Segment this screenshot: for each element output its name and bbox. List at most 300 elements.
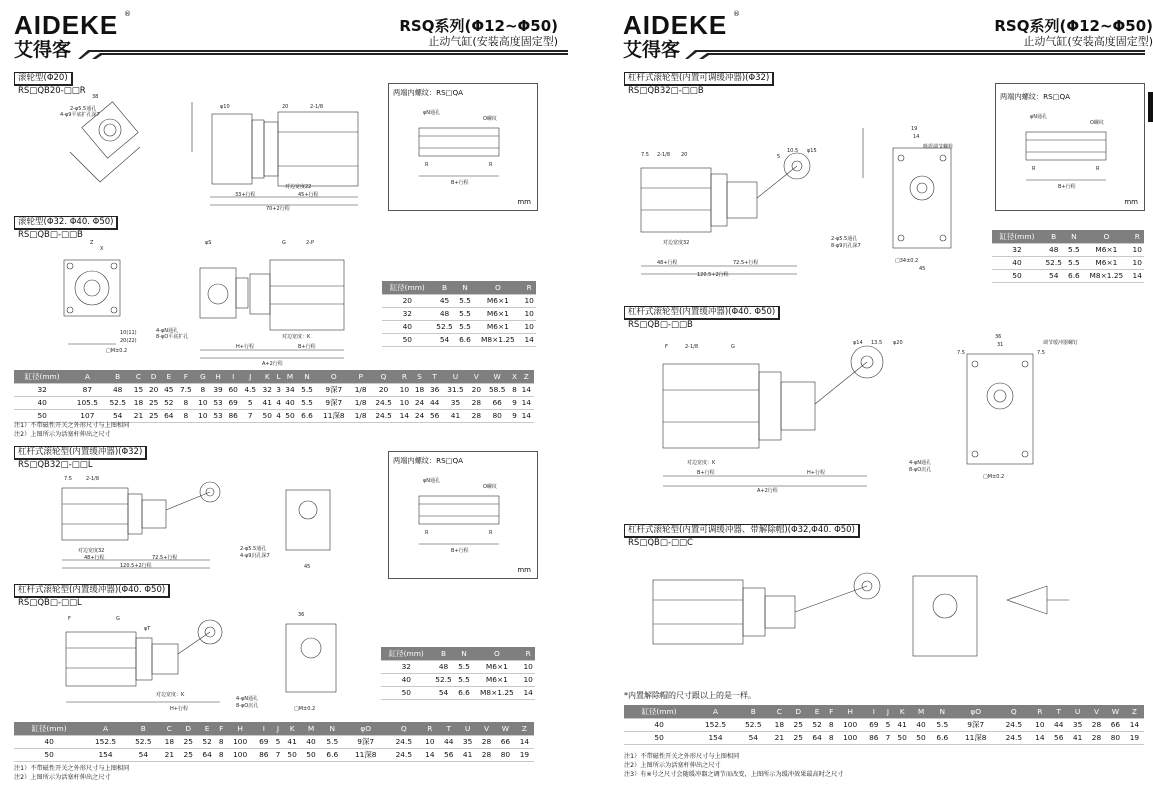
table-cell: 5.5 [456,307,473,320]
label-r1: R [425,162,429,168]
table-cell: 50 [624,731,694,744]
table-header-cell: D [179,722,198,735]
model-code: RS□QB□-□□B [18,230,83,240]
table-cell: 6.6 [320,748,344,761]
dim-33: 33+行程 [235,192,256,198]
table-cell: 5.5 [455,673,472,686]
table-cell: 24.5 [370,396,397,409]
table-cell: 20 [382,294,433,307]
table-cell: 20 [146,383,161,396]
table-cell: 64 [198,748,217,761]
table-cell: 21 [131,409,146,422]
dim-48: 48+行程 [657,260,678,266]
table-cell: 9 [512,411,517,420]
table-cell: 5.5 [930,718,954,731]
table-cell: 5.5 [456,320,473,333]
dim-flat-k: 对边宽度：K [156,692,185,698]
table-header-cell: B [127,722,160,735]
table-cell: 5 [273,735,282,748]
label-stroke: B+行程 [451,180,469,186]
table-cell: 41 [442,409,469,422]
col-r: R [1131,230,1144,243]
brand-en: AIDEKE [623,10,728,40]
table-cell: 3 [276,385,281,394]
table-cell: 35 [458,735,477,748]
table-cell: 8 [217,735,226,748]
table-header-cell: C [131,370,146,383]
table-cell: 39 [210,383,225,396]
dim-72-5: 72.5+行程 [152,555,178,561]
dim-7-5: 7.5 [641,152,649,158]
table-cell: 14 [397,409,412,422]
table-header-cell: U [458,722,477,735]
page-tab-marker [1148,92,1153,122]
table-cell: 14 [521,686,535,699]
dim-19: 19 [911,126,918,132]
series-title: RSQ系列(Φ12~Φ50) [994,17,1153,35]
table-cell: 11深8 [954,731,997,744]
table-cell: 31.5 [442,383,469,396]
table-cell: 24 [412,409,427,422]
table-header-cell: A [70,370,104,383]
table-header-cell: M [302,722,321,735]
table-cell: 64 [808,731,827,744]
dim-f: F [68,616,71,622]
dim-45: 45 [304,564,311,570]
table-cell: 32 [260,383,275,396]
brand-registered: ® [124,10,131,18]
table-cell: 14 [522,333,536,346]
table-cell: 52.5 [1042,256,1066,269]
dim-g: G [282,240,286,246]
table-cell: 20 [469,383,484,396]
table-cell: 32 [381,660,432,673]
note-line: 注2）上图所示为活塞杆伸出之尺寸 [624,762,721,769]
table-body [992,243,1144,282]
unit-label: mm [517,198,531,206]
table-cell: 14 [519,409,534,422]
table-cell: 8 [195,383,210,396]
table-header-cell: M [282,370,297,383]
table-header-row [14,722,534,735]
spec-table-d [14,722,534,762]
table-cell: 25 [789,718,808,731]
section-title: 杠杆式滚轮型(内置可调缓冲器)(Φ32) [624,72,774,86]
spec-table-a [382,281,536,347]
dim-13-5: 13.5 [871,340,883,346]
table-cell: 50 [283,748,302,761]
unit-label: mm [517,566,531,574]
dim-h: H+行程 [170,706,188,712]
table-row [624,718,1144,731]
table-cell: 48 [433,307,457,320]
table-cell: 54 [737,731,770,744]
table-cell: 10 [397,383,412,396]
table-row [14,396,534,409]
table-header-cell: H [836,705,864,718]
table-header-cell: U [442,370,469,383]
table-cell: 5 [241,396,260,409]
table-cell: 40 [912,718,931,731]
table-cell: 28 [477,748,496,761]
dim-45: 45+行程 [298,192,319,198]
table-header-cell: F [217,722,226,735]
note-line: 注2）上图所示为活塞杆伸出之尺寸 [14,774,111,781]
table-header-row [381,647,535,660]
header-title [399,18,558,48]
dim-10-11: 10(11) [120,330,137,336]
table-cell: 86 [226,409,241,422]
table-cell: 35 [442,396,469,409]
table-cell: 5.5 [456,294,473,307]
dim-g: G [731,344,735,350]
table-row [381,673,535,686]
table-header-row [382,281,536,294]
table-header-cell: Q [997,705,1030,718]
table-cell: 32 [382,307,433,320]
table-cell: 32 [992,243,1042,256]
col-o: O [473,281,522,294]
col-bore: 缸径(mm) [381,647,432,660]
table-cell: 19 [515,748,534,761]
table-cell: 6.6 [1065,269,1082,282]
table-header-cell: R [397,370,412,383]
table-cell: 64 [161,409,176,422]
table-cell: 14 [515,735,534,748]
table-cell: 52.5 [104,396,131,409]
table-header-cell: 缸径(mm) [14,722,84,735]
table-cell: 18 [160,735,179,748]
table-cell: 152.5 [84,735,127,748]
dim-2p: 2-P [306,240,315,246]
table-cell: 11深8 [344,748,387,761]
table-cell: 44 [1049,718,1068,731]
table-cell: 28 [1087,731,1106,744]
table-cell: 28 [469,396,484,409]
table-cell: 14 [519,383,534,396]
dim-n-hole: 4-φN通孔 [156,328,179,334]
notes-1 [14,421,129,439]
col-o: O [1082,230,1130,243]
table-header-cell: F [176,370,195,383]
col-r: R [521,647,535,660]
table-cell: 4.5 [241,383,260,396]
section-title: 杠杆式滚轮型(内置缓冲器)(Φ32) [14,446,147,460]
table-cell: 14 [1131,269,1144,282]
table-cell: 41 [1068,731,1087,744]
dim-o-bore: 8-φO沉孔 [236,703,259,709]
note-line: 注2）上图所示为活塞杆伸出之尺寸 [14,431,111,438]
table-row [382,307,536,320]
table-cell: 5.5 [1065,243,1082,256]
table-row [992,269,1144,282]
col-bore: 缸径(mm) [992,230,1042,243]
table-cell: 4 [276,411,281,420]
table-cell: 9深7 [316,396,351,409]
dim-n-hole: 4-φN通孔 [236,696,259,702]
notes-2 [14,764,129,782]
table-cell: 52 [808,718,827,731]
dim-counterbore: 4-φ9沉孔深7 [240,553,270,559]
table-cell: 10 [195,409,210,422]
table-cell: 8 [176,409,195,422]
dim-7-5b: 7.5 [1037,350,1045,356]
table-cell: M8×1.25 [1082,269,1130,282]
dim-counterbore: 4-φ9平底扩孔深7 [60,112,100,118]
label-stroke: B+行程 [451,548,469,554]
table-cell: 40 [302,735,321,748]
series-title: RSQ系列(Φ12~Φ50) [399,17,558,35]
table-cell: 25 [179,735,198,748]
dim-counterbore: 8-φ9沉孔深7 [831,243,861,249]
table-cell: M6×1 [473,294,522,307]
table-cell: 52 [161,396,176,409]
table-cell: 80 [496,748,515,761]
label-thread: O螺纹 [483,484,497,490]
table-row [381,660,535,673]
drawing-roller-32-50 [50,238,370,366]
dim-h: H+行程 [236,344,254,350]
table-header-cell: O [316,370,351,383]
table-cell: 14 [1125,718,1144,731]
drawing-lever-32 [60,470,360,580]
table-header-cell: Z [1125,705,1144,718]
section-lever-release-cap [624,524,860,549]
table-header-cell: F [827,705,836,718]
table-cell: 52.5 [127,735,160,748]
table-cell: 44 [427,396,442,409]
table-cell: 105.5 [70,396,104,409]
table-header-cell: M [912,705,931,718]
table-cell: 25 [789,731,808,744]
table-header-cell: V [469,370,484,383]
table-header-cell: E [808,705,827,718]
dim-g: G [116,616,120,622]
section-title: 杠杆式滚轮型(内置缓冲器)(Φ40. Φ50) [14,584,170,598]
table-cell: 18 [131,396,146,409]
table-cell: 86 [254,748,273,761]
table-cell: 9深7 [316,383,351,396]
table-cell: 52 [198,735,217,748]
table-cell: 48 [1042,243,1066,256]
table-header-cell: K [260,370,275,383]
table-cell: 5.5 [298,383,317,396]
dim-36: 36 [298,612,305,618]
dim-h: H+行程 [807,470,825,476]
dim-31: 31 [997,342,1004,348]
table-cell: 6.6 [298,409,317,422]
label-r1: R [1032,166,1036,172]
table-cell: 10 [420,735,439,748]
thread-drawing [409,106,519,186]
table-cell: 1/8 [351,409,370,422]
section-lever-40-50-right [624,306,780,331]
table-header-row [992,230,1144,243]
table-cell: M6×1 [1082,256,1130,269]
table-cell: 53 [210,409,225,422]
dim-o-bore: 8-φO平底扩孔 [156,334,189,340]
label-thread: O螺纹 [1090,120,1104,126]
section-title: 杠杆式滚轮型(内置可调缓冲器、带解除帽)(Φ32,Φ40. Φ50) [624,524,860,538]
table-cell: 80 [1106,731,1125,744]
table-cell: 58.5 [484,383,511,396]
label-through-hole: φN通孔 [423,110,441,116]
dim-hole: 2-φ5.5通孔 [70,106,97,112]
table-body [14,383,534,422]
dim-n-hole: 4-φN通孔 [909,460,932,466]
table-cell: 19 [1125,731,1144,744]
table-cell: 7.5 [176,383,195,396]
table-header-cell: Q [370,370,397,383]
table-cell: 25 [146,396,161,409]
dim-20: 20 [681,152,688,158]
table-row [624,731,1144,744]
table-cell: 24.5 [997,718,1030,731]
table-cell: 52.5 [737,718,770,731]
table-body [381,660,535,699]
table-cell: 14 [519,396,534,409]
table-cell: M6×1 [473,320,522,333]
table-cell: 45 [433,294,457,307]
table-header-cell: R [420,722,439,735]
table-cell: 154 [694,731,737,744]
table-header-cell: V [477,722,496,735]
dim-port: 2-1/8 [86,476,100,482]
dim-flat-k: 对边宽度：K [282,334,311,340]
table-cell: 50 [282,409,297,422]
dim-m: □M±0.2 [106,348,128,354]
col-r: R [522,281,536,294]
thread-box-title: 两端内螺纹：RS□QA [393,88,464,97]
table-header-cell: I [254,722,273,735]
table-header-cell: Q [387,722,420,735]
note-line: 注1）不带磁性开关之外形尺寸与上图相同 [14,422,130,429]
table-cell: 24.5 [370,409,397,422]
table-header-cell: B [104,370,131,383]
brand-registered: ® [733,10,740,18]
model-code: RS□QB32□-□□L [18,460,93,470]
table-cell: 66 [496,735,515,748]
table-cell: 28 [469,409,484,422]
dim-port: 2-1/8 [685,344,699,350]
table-header-cell: V [1087,705,1106,718]
table-cell: 5.5 [455,660,472,673]
label-r2: R [1096,166,1100,172]
table-cell: M6×1 [1082,243,1130,256]
col-n: N [455,647,472,660]
table-cell: 60 [226,383,241,396]
dim-phis: φS [205,240,212,246]
dim-z: Z [90,240,94,246]
spec-table-c [381,647,535,700]
table-cell: 5.5 [1065,256,1082,269]
dim-m: □M±0.2 [983,474,1005,480]
table-cell: 54 [1042,269,1066,282]
note-line: 注1）不带磁性开关之外形尺寸与上图相同 [14,765,130,772]
col-b: B [433,281,457,294]
table-cell: 10 [195,396,210,409]
table-cell: 69 [254,735,273,748]
table-row [14,735,534,748]
table-cell: 54 [127,748,160,761]
table-cell: 20 [370,383,397,396]
dim-phi15: φ15 [807,148,817,154]
table-cell: M8×1.25 [472,686,521,699]
table-row [992,243,1144,256]
notes-right [624,752,844,779]
table-row [992,256,1144,269]
thread-drawing [409,474,519,554]
table-header-cell: N [298,370,317,383]
table-header-cell: E [161,370,176,383]
model-code: RS□QB□-□□L [18,598,82,608]
table-cell: 10 [1030,718,1049,731]
series-subtitle: 止动气缸(安装高度固定型) [428,35,558,48]
dim-45: 45 [919,266,926,272]
dim-10-5: 10.5 [787,148,799,154]
table-header-cell: D [789,705,808,718]
table-cell: 40 [282,396,297,409]
dim-48: 48+行程 [84,555,105,561]
col-b: B [432,647,456,660]
table-cell: 15 [131,383,146,396]
table-cell: 52.5 [432,673,456,686]
table-header-cell: 缸径(mm) [14,370,70,383]
table-header-cell: N [930,705,954,718]
release-cap-note: *内置解除帽的尺寸跟以上的是一样。 [624,691,756,700]
table-cell: 10 [1131,243,1144,256]
table-cell: 8 [176,396,195,409]
dim-phi20: φ20 [893,340,903,346]
table-header-cell: N [320,722,344,735]
model-code: RS□QB□-□□B [628,320,693,330]
section-title: 滚轮型(Φ20) [14,72,73,86]
dim-14: 14 [913,134,920,140]
table-cell: 10 [522,320,536,333]
table-cell: 10 [521,660,535,673]
section-lever-adj-32 [624,72,774,97]
table-cell: 41 [893,718,912,731]
table-cell: 54 [432,686,456,699]
table-cell: 9 [512,398,517,407]
label-r2: R [489,162,493,168]
dim-phi14: φ14 [853,340,863,346]
table-cell: 1/8 [351,396,370,409]
table-cell: 50 [992,269,1042,282]
table-cell: 24.5 [387,735,420,748]
table-cell: 45 [161,383,176,396]
table-cell: 154 [84,748,127,761]
table-header-row [14,370,534,383]
table-cell: 36 [427,383,442,396]
table-cell: 21 [770,731,789,744]
table-row [14,748,534,761]
dim-70: 70+2行程 [266,206,290,212]
col-n: N [456,281,473,294]
table-header-cell: C [160,722,179,735]
table-cell: 7 [273,748,282,761]
brand-en: AIDEKE [14,10,119,40]
table-cell: 7 [241,409,260,422]
header-rule [78,50,568,59]
dim-x: X [100,246,104,252]
table-cell: 11深8 [316,409,351,422]
dim-a: A+2行程 [262,361,283,367]
table-cell: 4 [276,398,281,407]
table-header-cell: B [737,705,770,718]
table-header-cell: φO [344,722,387,735]
table-cell: M8×1.25 [473,333,522,346]
